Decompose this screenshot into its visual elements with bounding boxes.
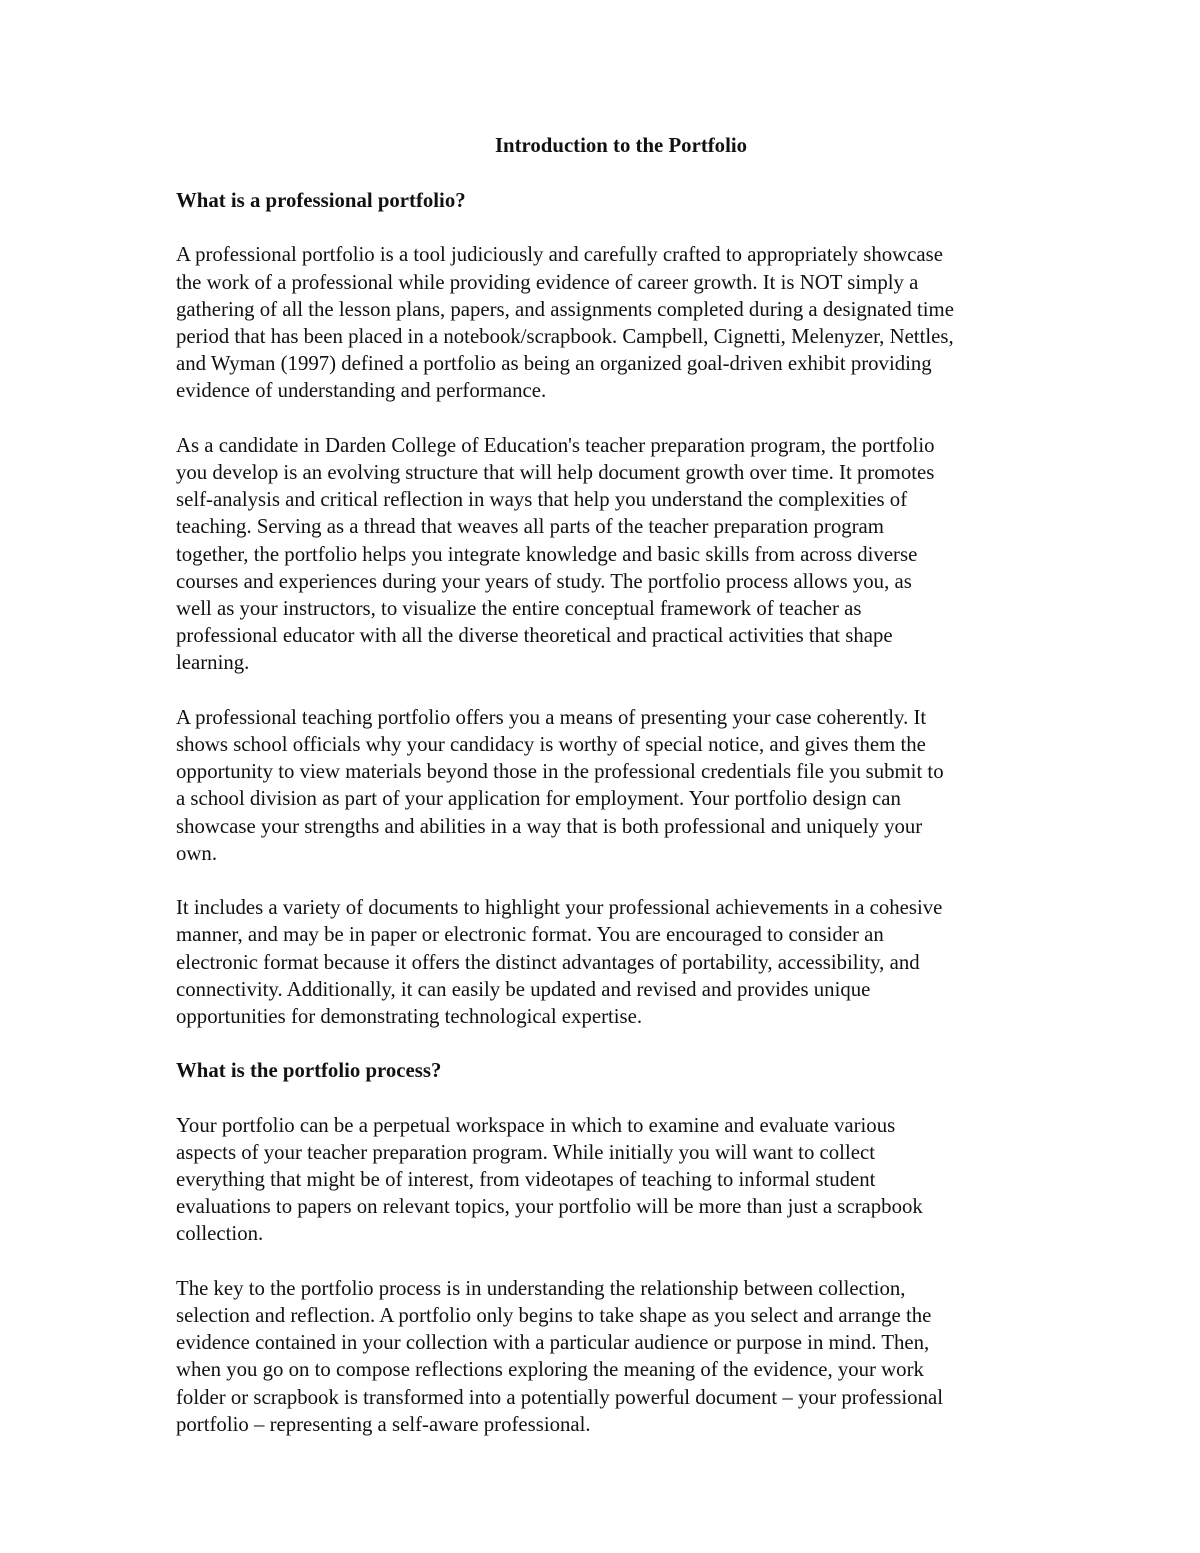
text-line: professional educator with all the diverse theoretical and practical activities that shape xyxy=(176,624,893,648)
text-line: selection and reflection. A portfolio only begins to take shape as you select and arrange the xyxy=(176,1304,932,1328)
section-heading-what-is-portfolio: What is a professional portfolio? xyxy=(176,189,466,213)
text-line: evaluations to papers on relevant topics, your portfolio will be more than just a scrapbook xyxy=(176,1195,923,1219)
text-line: The key to the portfolio process is in understanding the relationship between collection, xyxy=(176,1276,906,1300)
document-title: Introduction to the Portfolio xyxy=(494,134,748,157)
text-line: connectivity. Additionally, it can easily be updated and revised and provides unique xyxy=(176,977,871,1001)
text-line: evidence contained in your collection with a particular audience or purpose in mind. Then, xyxy=(176,1331,930,1355)
text-line: gathering of all the lesson plans, papers, and assignments completed during a designated time xyxy=(176,297,954,321)
text-line: a school division as part of your application for employment. Your portfolio design can xyxy=(176,787,901,811)
text-line: shows school officials why your candidacy is worthy of special notice, and gives them the xyxy=(176,733,926,757)
paragraph-workspace xyxy=(176,1112,1066,1248)
text-line: period that has been placed in a notebook/scrapbook. Campbell, Cignetti, Melenyzer, Nettles, xyxy=(176,325,954,349)
text-line: collection. xyxy=(176,1222,264,1246)
text-line: A professional portfolio is a tool judiciously and carefully crafted to appropriately showcase xyxy=(176,243,943,267)
paragraph-key-process xyxy=(176,1275,1066,1438)
text-line: opportunity to view materials beyond those in the professional credentials file you submit to xyxy=(176,760,944,784)
text-line: the work of a professional while providing evidence of career growth. It is NOT simply a xyxy=(176,270,919,294)
text-line: electronic format because it offers the distinct advantages of portability, accessibility, and xyxy=(176,950,920,974)
paragraph-definition xyxy=(176,241,1066,404)
paragraph-teaching-portfolio xyxy=(176,704,1066,867)
paragraph-candidate xyxy=(176,432,1066,677)
section-heading-portfolio-process: What is the portfolio process? xyxy=(176,1059,442,1083)
text-line: well as your instructors, to visualize the entire conceptual framework of teacher as xyxy=(176,597,862,621)
paragraph-documents xyxy=(176,894,1066,1030)
text-line: together, the portfolio helps you integrate knowledge and basic skills from across diverse xyxy=(176,542,918,566)
text-line: Your portfolio can be a perpetual workspace in which to examine and evaluate various xyxy=(176,1113,896,1137)
text-line: self-analysis and critical reflection in ways that help you understand the complexities of xyxy=(176,488,908,512)
text-line: everything that might be of interest, from videotapes of teaching to informal student xyxy=(176,1168,876,1192)
text-line: As a candidate in Darden College of Education's teacher preparation program, the portfolio xyxy=(176,433,935,457)
text-line: and Wyman (1997) defined a portfolio as being an organized goal-driven exhibit providing xyxy=(176,352,932,376)
text-line: learning. xyxy=(176,651,250,675)
text-line: It includes a variety of documents to highlight your professional achievements in a cohesive xyxy=(176,896,943,920)
text-line: showcase your strengths and abilities in a way that is both professional and uniquely your xyxy=(176,814,923,838)
text-line: folder or scrapbook is transformed into a potentially powerful document – your professional xyxy=(176,1385,943,1409)
text-line: portfolio – representing a self-aware professional. xyxy=(176,1412,591,1436)
text-line: you develop is an evolving structure that will help document growth over time. It promotes xyxy=(176,461,935,485)
text-line: manner, and may be in paper or electronic format. You are encouraged to consider an xyxy=(176,923,884,947)
text-line: courses and experiences during your years of study. The portfolio process allows you, as xyxy=(176,569,912,593)
text-line: aspects of your teacher preparation program. While initially you will want to collect xyxy=(176,1140,875,1164)
text-line: opportunities for demonstrating technological expertise. xyxy=(176,1005,643,1029)
text-line: evidence of understanding and performance. xyxy=(176,379,547,403)
text-line: teaching. Serving as a thread that weaves all parts of the teacher preparation program xyxy=(176,515,884,539)
text-line: A professional teaching portfolio offers you a means of presenting your case coherently. It xyxy=(176,705,927,729)
text-line: own. xyxy=(176,841,218,865)
text-line: when you go on to compose reflections exploring the meaning of the evidence, your work xyxy=(176,1358,924,1382)
document-page xyxy=(176,132,1066,1465)
